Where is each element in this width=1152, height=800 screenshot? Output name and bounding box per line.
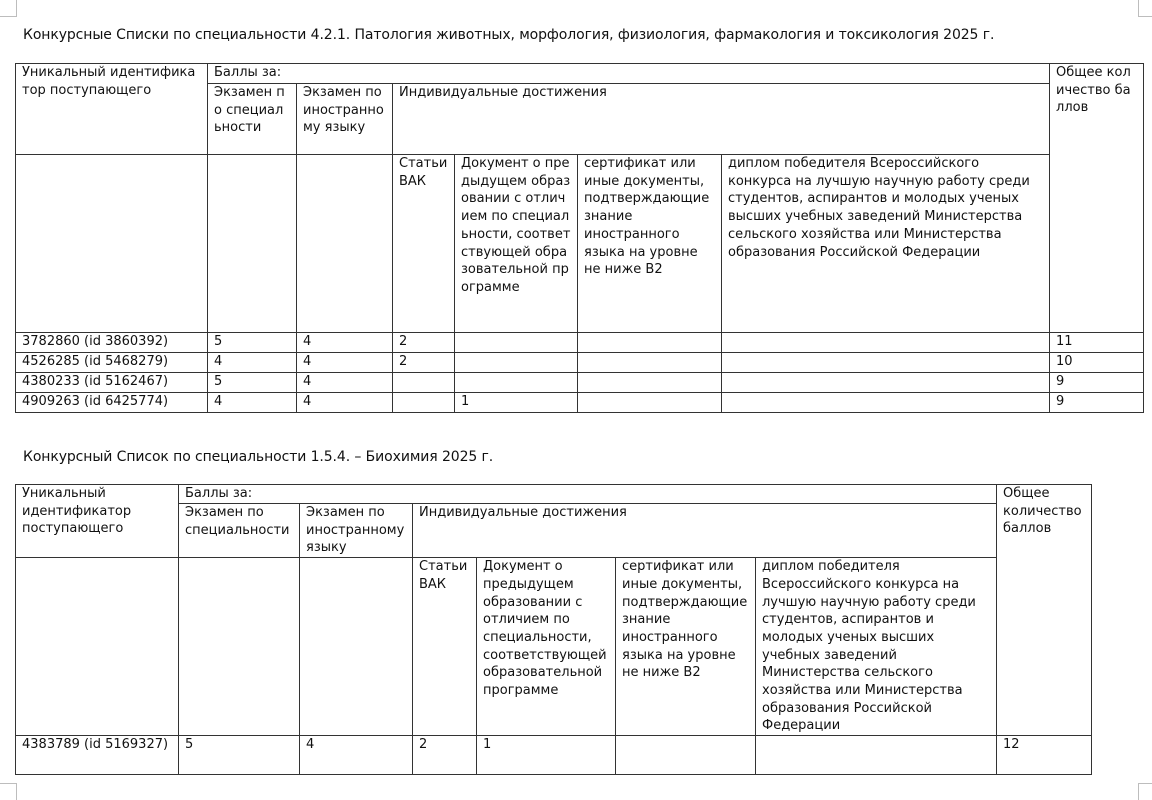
header-language-certificate: сертификат или иные документы, подтверждающие знание иностранного языка на уровне не ниже В2 [616, 558, 756, 736]
cell-contest-diploma [756, 736, 997, 775]
header-contest-diploma: диплом победителя Всероссийского конкурса на лучшую научную работу среди студентов, аспирантов и молодых ученых высших учебных заведений Министерства сельского хозяйства или Министерства образования Российской Федерации [722, 155, 1050, 333]
section-title: Конкурсный Список по специальности 1.5.4. – Биохимия 2025 г. [23, 449, 494, 465]
empty-cell [16, 558, 179, 736]
cell-exam-specialty: 5 [208, 373, 297, 393]
cell-exam-language: 4 [297, 353, 393, 373]
cell-articles: 2 [393, 353, 455, 373]
header-achievements: Индивидуальные достижения [413, 504, 997, 558]
page-corner-mark [0, 783, 17, 800]
cell-id: 4383789 (id 5169327) [16, 736, 179, 775]
header-total: Общее количество баллов [997, 485, 1092, 736]
header-exam-language: Экзамен по иностранному языку [300, 504, 413, 558]
header-exam-language: Экзамен по иностранному языку [297, 84, 393, 155]
table-row [16, 736, 1092, 775]
header-honors-diploma: Документ о предыдущем образовании с отличием по специальности, соответствующей образовательной программе [477, 558, 616, 736]
cell-language-certificate [578, 353, 722, 373]
cell-honors-diploma: 1 [477, 736, 616, 775]
empty-cell [208, 155, 297, 333]
cell-total: 10 [1050, 353, 1144, 373]
header-id: Уникальный идентификатор поступающего [16, 64, 208, 155]
header-id: Уникальный идентификатор поступающего [16, 485, 179, 558]
table-row [16, 373, 1144, 393]
cell-language-certificate [578, 373, 722, 393]
cell-exam-language: 4 [297, 333, 393, 353]
empty-cell [179, 558, 300, 736]
cell-exam-language: 4 [297, 393, 393, 413]
header-articles: Статьи ВАК [413, 558, 477, 736]
cell-honors-diploma [455, 373, 578, 393]
header-scores-for: Баллы за: [208, 64, 1050, 84]
header-contest-diploma: диплом победителя Всероссийского конкурса на лучшую научную работу среди студентов, аспирантов и молодых ученых высших учебных заведений Министерства сельского хозяйства или Министерства образования Российской Федерации [756, 558, 997, 736]
empty-cell [300, 558, 413, 736]
cell-articles: 2 [393, 333, 455, 353]
cell-honors-diploma [455, 333, 578, 353]
header-total: Общее количество баллов [1050, 64, 1144, 333]
cell-contest-diploma [722, 373, 1050, 393]
header-honors-diploma: Документ о предыдущем образовании с отличием по специальности, соответствующей образовательной программе [455, 155, 578, 333]
page-corner-mark [1138, 0, 1152, 17]
cell-articles: 2 [413, 736, 477, 775]
cell-id: 4909263 (id 6425774) [16, 393, 208, 413]
header-exam-specialty: Экзамен по специальности [208, 84, 297, 155]
cell-id: 3782860 (id 3860392) [16, 333, 208, 353]
table-row [16, 393, 1144, 413]
cell-language-certificate [578, 333, 722, 353]
header-scores-for: Баллы за: [179, 485, 997, 504]
cell-language-certificate [616, 736, 756, 775]
competition-list-table [15, 484, 1092, 775]
empty-cell [297, 155, 393, 333]
cell-language-certificate [578, 393, 722, 413]
cell-contest-diploma [722, 333, 1050, 353]
empty-cell [16, 155, 208, 333]
competition-list-table [15, 63, 1144, 413]
cell-id: 4380233 (id 5162467) [16, 373, 208, 393]
page-corner-mark [1138, 783, 1152, 800]
page-corner-mark [0, 0, 17, 17]
cell-articles [393, 373, 455, 393]
cell-exam-specialty: 4 [208, 393, 297, 413]
section-title: Конкурсные Списки по специальности 4.2.1. Патология животных, морфология, физиология, фармакология и токсикология 2025 г. [23, 27, 995, 43]
cell-exam-language: 4 [300, 736, 413, 775]
cell-contest-diploma [722, 393, 1050, 413]
cell-exam-language: 4 [297, 373, 393, 393]
table-row [16, 353, 1144, 373]
cell-total: 11 [1050, 333, 1144, 353]
cell-total: 12 [997, 736, 1092, 775]
cell-id: 4526285 (id 5468279) [16, 353, 208, 373]
cell-total: 9 [1050, 393, 1144, 413]
cell-exam-specialty: 4 [208, 353, 297, 373]
cell-exam-specialty: 5 [179, 736, 300, 775]
cell-exam-specialty: 5 [208, 333, 297, 353]
table-row [16, 333, 1144, 353]
cell-contest-diploma [722, 353, 1050, 373]
header-language-certificate: сертификат или иные документы, подтверждающие знание иностранного языка на уровне не ниже В2 [578, 155, 722, 333]
cell-articles [393, 393, 455, 413]
header-achievements: Индивидуальные достижения [393, 84, 1050, 155]
header-exam-specialty: Экзамен по специальности [179, 504, 300, 558]
cell-honors-diploma: 1 [455, 393, 578, 413]
cell-total: 9 [1050, 373, 1144, 393]
cell-honors-diploma [455, 353, 578, 373]
header-articles: Статьи ВАК [393, 155, 455, 333]
